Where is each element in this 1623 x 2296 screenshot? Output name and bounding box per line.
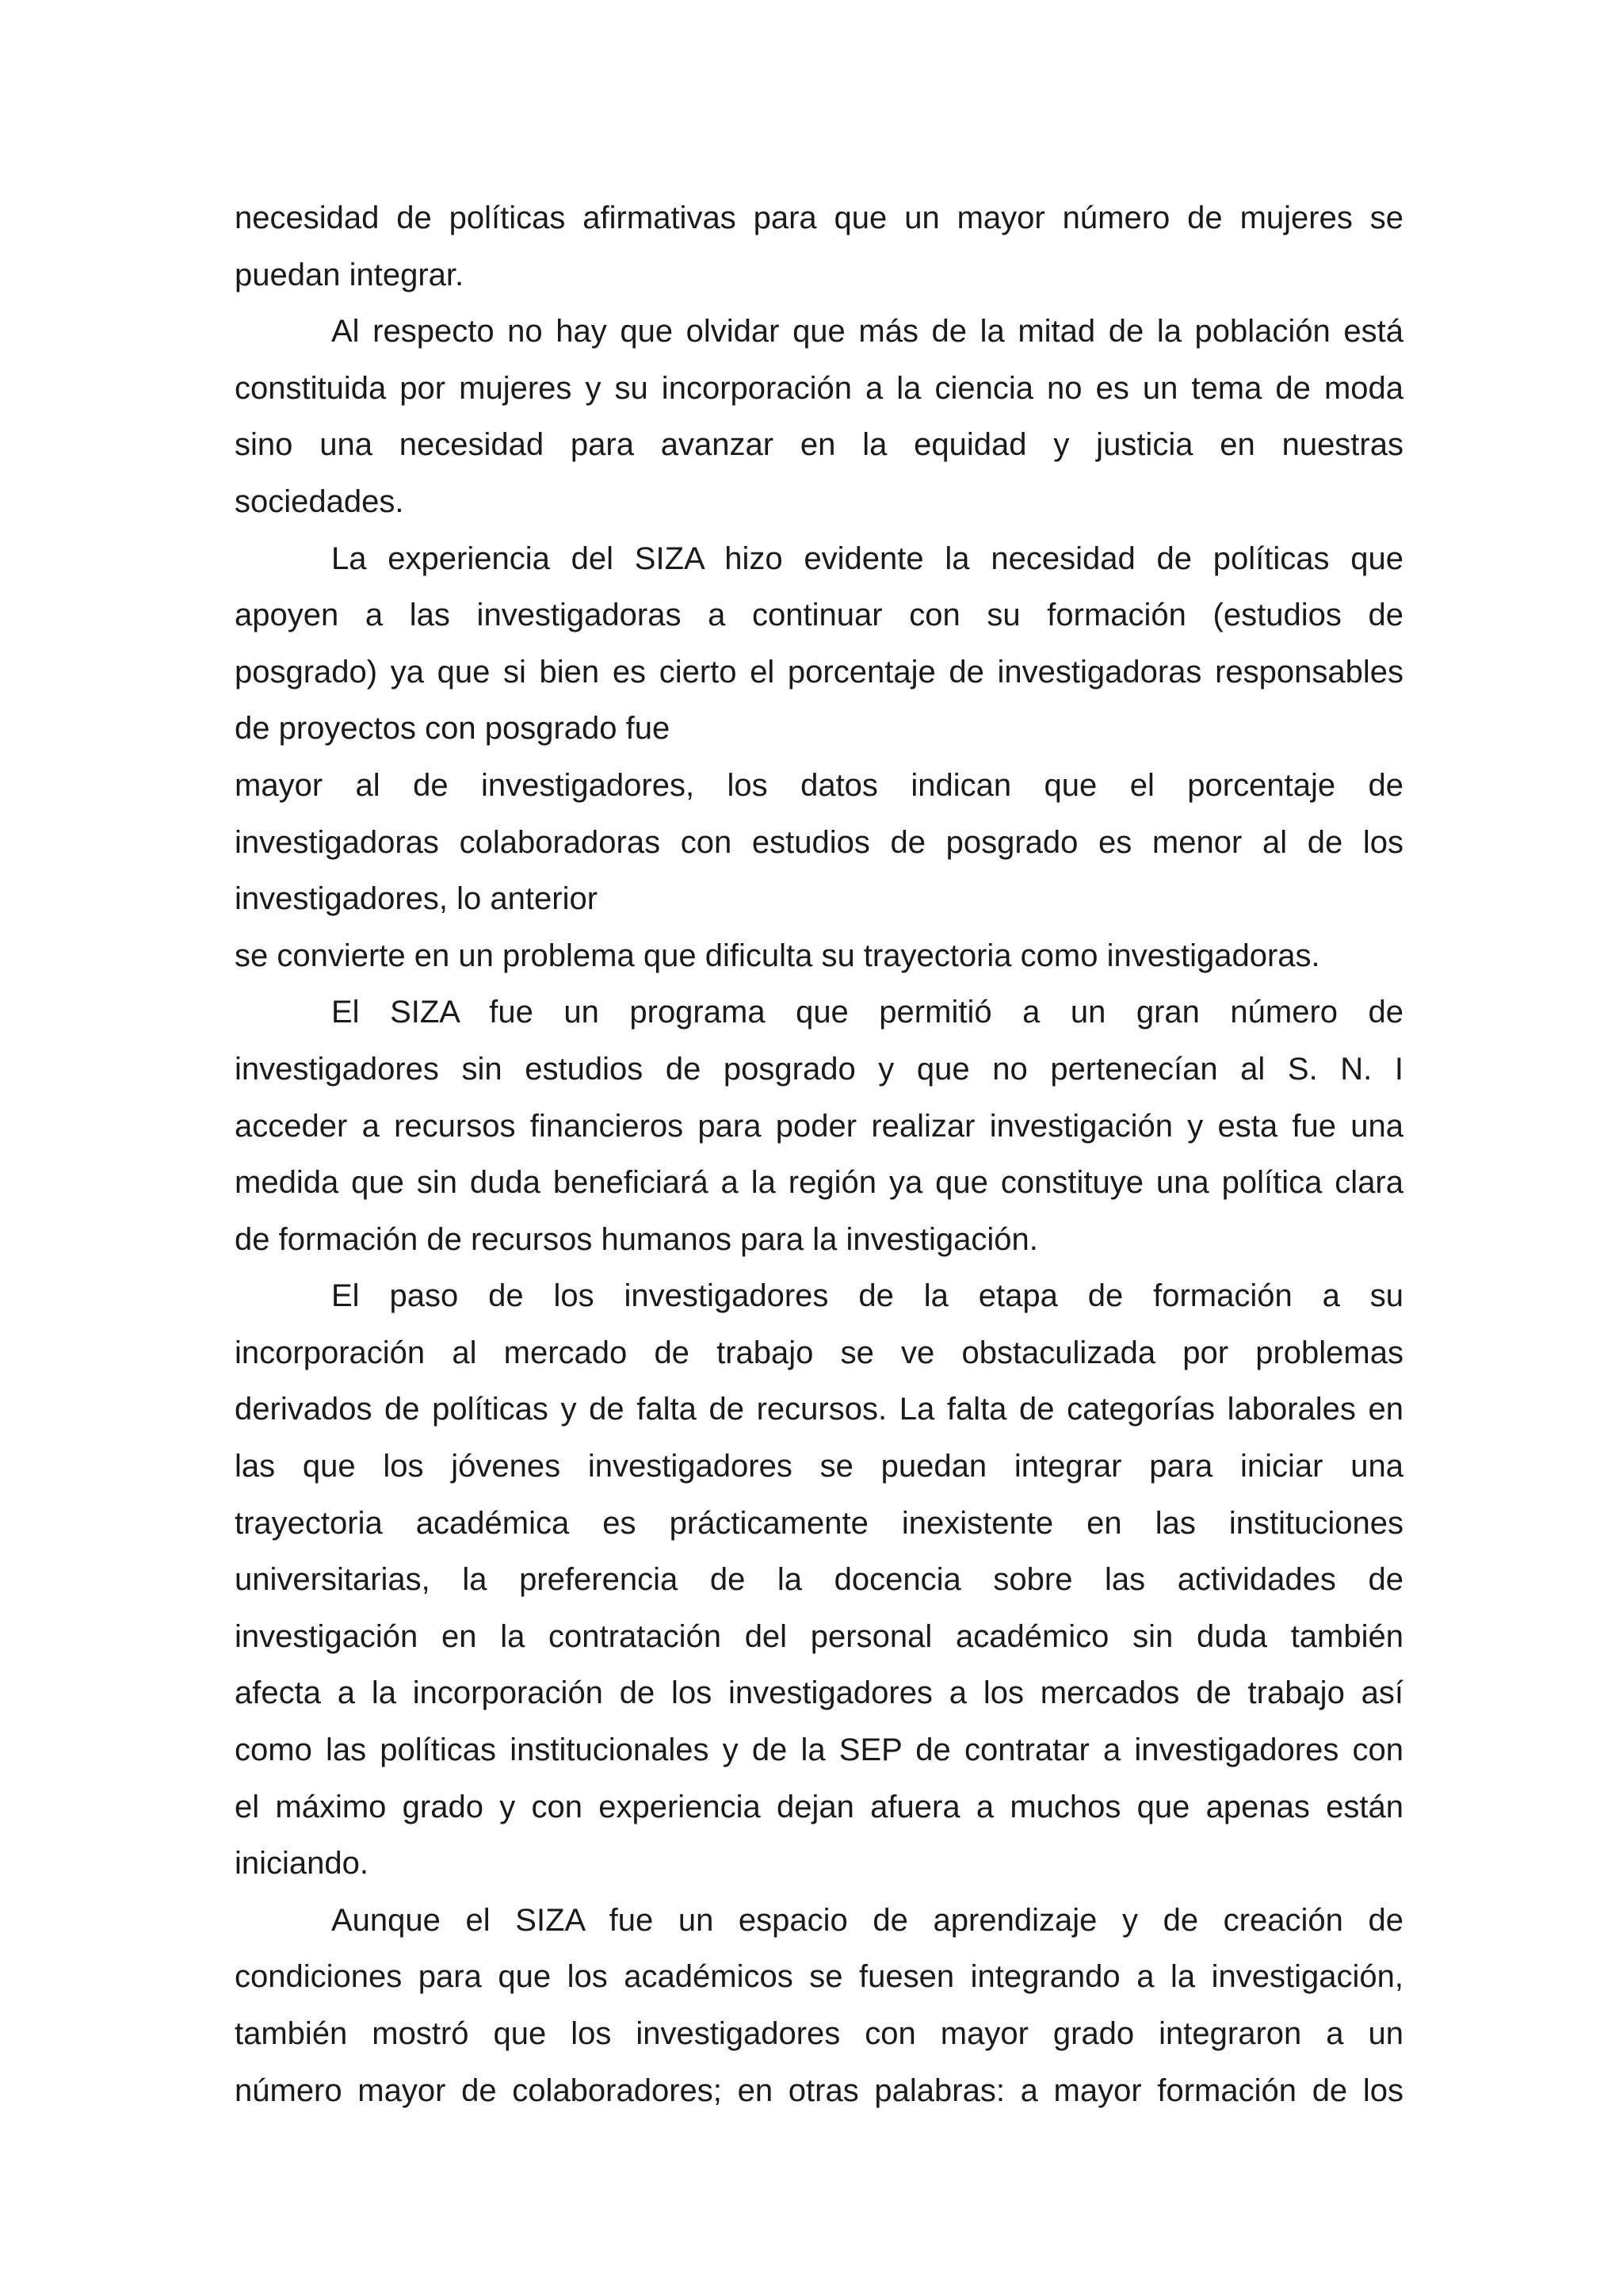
text-line: el máximo grado y con experiencia dejan afuera a muchos que apenas están <box>235 1789 1403 1824</box>
text-line: puedan integrar. <box>235 257 464 292</box>
text-line: de proyectos con posgrado fue <box>235 711 670 747</box>
text-line: iniciando. <box>235 1846 369 1881</box>
body-text <box>235 190 1403 2119</box>
text-line: investigación en la contratación del personal académico sin duda también <box>235 1618 1403 1654</box>
text-line: mayor al de investigadores, los datos indican que el porcentaje de <box>235 767 1403 803</box>
text-line: medida que sin duda beneficiará a la región ya que constituye una política clara <box>235 1165 1403 1201</box>
text-line: acceder a recursos financieros para poder realizar investigación y esta fue una <box>235 1108 1403 1144</box>
text-line: El paso de los investigadores de la etapa de formación a su <box>331 1278 1403 1314</box>
text-line: investigadores, lo anterior <box>235 881 598 917</box>
text-line: incorporación al mercado de trabajo se ve obstaculizada por problemas <box>235 1335 1403 1370</box>
text-line: sociedades. <box>235 483 404 519</box>
text-line: universitarias, la preferencia de la docencia sobre las actividades de <box>235 1562 1403 1598</box>
text-line: trayectoria académica es prácticamente inexistente en las instituciones <box>235 1505 1403 1541</box>
text-line: afecta a la incorporación de los investigadores a los mercados de trabajo así <box>235 1675 1403 1711</box>
text-line: constituida por mujeres y su incorporación a la ciencia no es un tema de moda <box>235 370 1403 406</box>
text-line: El SIZA fue un programa que permitió a un gran número de <box>331 995 1403 1030</box>
text-line: Aunque el SIZA fue un espacio de aprendizaje y de creación de <box>331 1902 1403 1938</box>
text-line: condiciones para que los académicos se fuesen integrando a la investigación, <box>235 1959 1403 1995</box>
text-line: posgrado) ya que si bien es cierto el porcentaje de investigadoras responsables <box>235 654 1403 690</box>
text-line: número mayor de colaboradores; en otras palabras: a mayor formación de los <box>235 2073 1403 2108</box>
text-line: se convierte en un problema que dificulta su trayectoria como investigadoras. <box>235 938 1320 973</box>
text-line: las que los jóvenes investigadores se puedan integrar para iniciar una <box>235 1449 1403 1484</box>
text-line: investigadores sin estudios de posgrado y que no pertenecían al S. N. I <box>235 1051 1403 1087</box>
text-line: Al respecto no hay que olvidar que más de la mitad de la población está <box>331 314 1403 350</box>
text-line: derivados de políticas y de falta de recursos. La falta de categorías laborales en <box>235 1392 1403 1427</box>
text-line: necesidad de políticas afirmativas para que un mayor número de mujeres se <box>235 201 1403 235</box>
text-line: La experiencia del SIZA hizo evidente la necesidad de políticas que <box>331 541 1403 576</box>
text-line: apoyen a las investigadoras a continuar con su formación (estudios de <box>235 598 1403 633</box>
text-line: sino una necesidad para avanzar en la equidad y justicia en nuestras <box>235 427 1403 463</box>
text-line: también mostró que los investigadores con mayor grado integraron a un <box>235 2016 1403 2051</box>
text-line: como las políticas institucionales y de la SEP de contratar a investigadores con <box>235 1733 1403 1768</box>
text-line: de formación de recursos humanos para la investigación. <box>235 1221 1038 1257</box>
text-line: investigadoras colaboradoras con estudios de posgrado es menor al de los <box>235 824 1403 860</box>
